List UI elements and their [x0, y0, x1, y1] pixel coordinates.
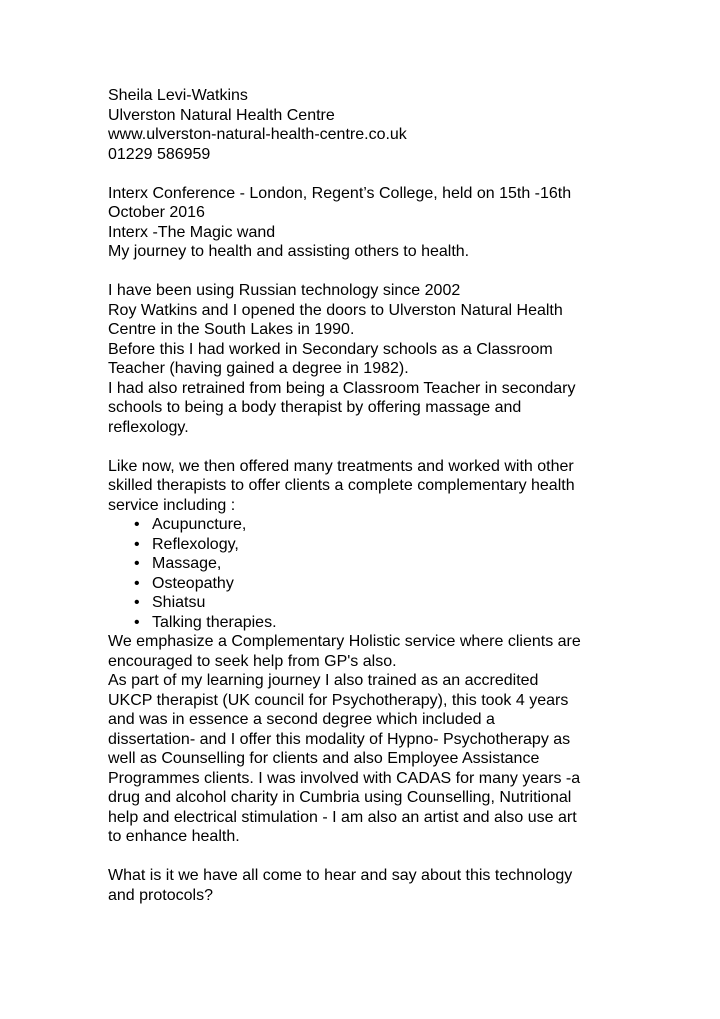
document-page — [108, 86, 628, 905]
services-lead-line: Like now, we then offered many treatments and worked with other — [108, 457, 574, 475]
bullet-icon: • — [134, 555, 140, 572]
list-item-text: Massage, — [152, 555, 222, 572]
background-line: Teacher (having gained a degree in 1982). — [108, 360, 409, 377]
list-item — [108, 554, 628, 574]
services-body-line: drug and alcohol charity in Cumbria using Counselling, Nutritional — [108, 789, 572, 806]
background-line: Centre in the South Lakes in 1990. — [108, 321, 355, 338]
background-line: Roy Watkins and I opened the doors to Ulverston Natural Health — [108, 301, 563, 319]
list-item — [108, 515, 628, 535]
services-body-line: well as Counselling for clients and also Employee Assistance — [108, 750, 540, 767]
services-body-line: UKCP therapist (UK council for Psychotherapy), this took 4 years — [108, 691, 569, 709]
list-item-text: Osteopathy — [152, 574, 234, 592]
background-paragraph — [108, 281, 628, 437]
intro-line: Interx Conference - London, Regent’s College, held on 15th -16th — [108, 184, 572, 202]
paragraph-gap — [108, 262, 628, 282]
list-item — [108, 535, 628, 555]
list-item-text: Talking therapies. — [152, 613, 277, 631]
list-item — [108, 593, 628, 613]
bullet-icon: • — [134, 594, 140, 611]
background-line: reflexology. — [108, 418, 189, 436]
paragraph-gap — [108, 437, 628, 457]
organisation-name: Ulverston Natural Health Centre — [108, 106, 335, 124]
author-block — [108, 86, 628, 164]
services-body-line: help and electrical stimulation - I am also an artist and also use art — [108, 808, 577, 826]
background-line: Before this I had worked in Secondary schools as a Classroom — [108, 340, 553, 358]
paragraph-gap — [108, 164, 628, 184]
intro-paragraph — [108, 184, 628, 262]
services-body-line: As part of my learning journey I also trained as an accredited — [108, 672, 539, 689]
services-body-line: to enhance health. — [108, 828, 240, 845]
bullet-icon: • — [134, 535, 140, 553]
services-body-line: and was in essence a second degree which included a — [108, 711, 495, 728]
bullet-icon: • — [134, 574, 140, 592]
closing-line: and protocols? — [108, 886, 213, 904]
background-line: I had also retrained from being a Classroom Teacher in secondary — [108, 379, 576, 397]
services-list — [108, 515, 628, 632]
paragraph-gap — [108, 847, 628, 867]
author-name: Sheila Levi-Watkins — [108, 87, 248, 104]
background-line: schools to being a body therapist by offering massage and — [108, 399, 522, 416]
intro-line: October 2016 — [108, 204, 205, 221]
services-lead-line: skilled therapists to offer clients a complete complementary health — [108, 477, 575, 494]
background-line: I have been using Russian technology since 2002 — [108, 282, 461, 299]
services-body-line: Programmes clients. I was involved with CADAS for many years -a — [108, 769, 581, 787]
services-body-line: encouraged to seek help from GP's also. — [108, 652, 397, 670]
list-item-text: Acupuncture, — [152, 516, 247, 533]
intro-line: Interx -The Magic wand — [108, 223, 276, 241]
services-paragraph — [108, 457, 628, 847]
bullet-icon: • — [134, 613, 140, 631]
list-item-text: Reflexology, — [152, 535, 239, 553]
services-body-line: dissertation- and I offer this modality of Hypno- Psychotherapy as — [108, 730, 571, 748]
intro-line: My journey to health and assisting others to health. — [108, 243, 470, 260]
list-item — [108, 574, 628, 594]
website-text: www.ulverston-natural-health-centre.co.uk — [108, 126, 407, 143]
list-item-text: Shiatsu — [152, 594, 206, 611]
bullet-icon: • — [134, 516, 140, 533]
phone-number: 01229 586959 — [108, 145, 211, 163]
services-body-line: We emphasize a Complementary Holistic service where clients are — [108, 633, 581, 650]
list-item — [108, 613, 628, 633]
closing-paragraph — [108, 866, 628, 905]
services-lead-line: service including : — [108, 496, 236, 514]
closing-line: What is it we have all come to hear and say about this technology — [108, 867, 573, 884]
